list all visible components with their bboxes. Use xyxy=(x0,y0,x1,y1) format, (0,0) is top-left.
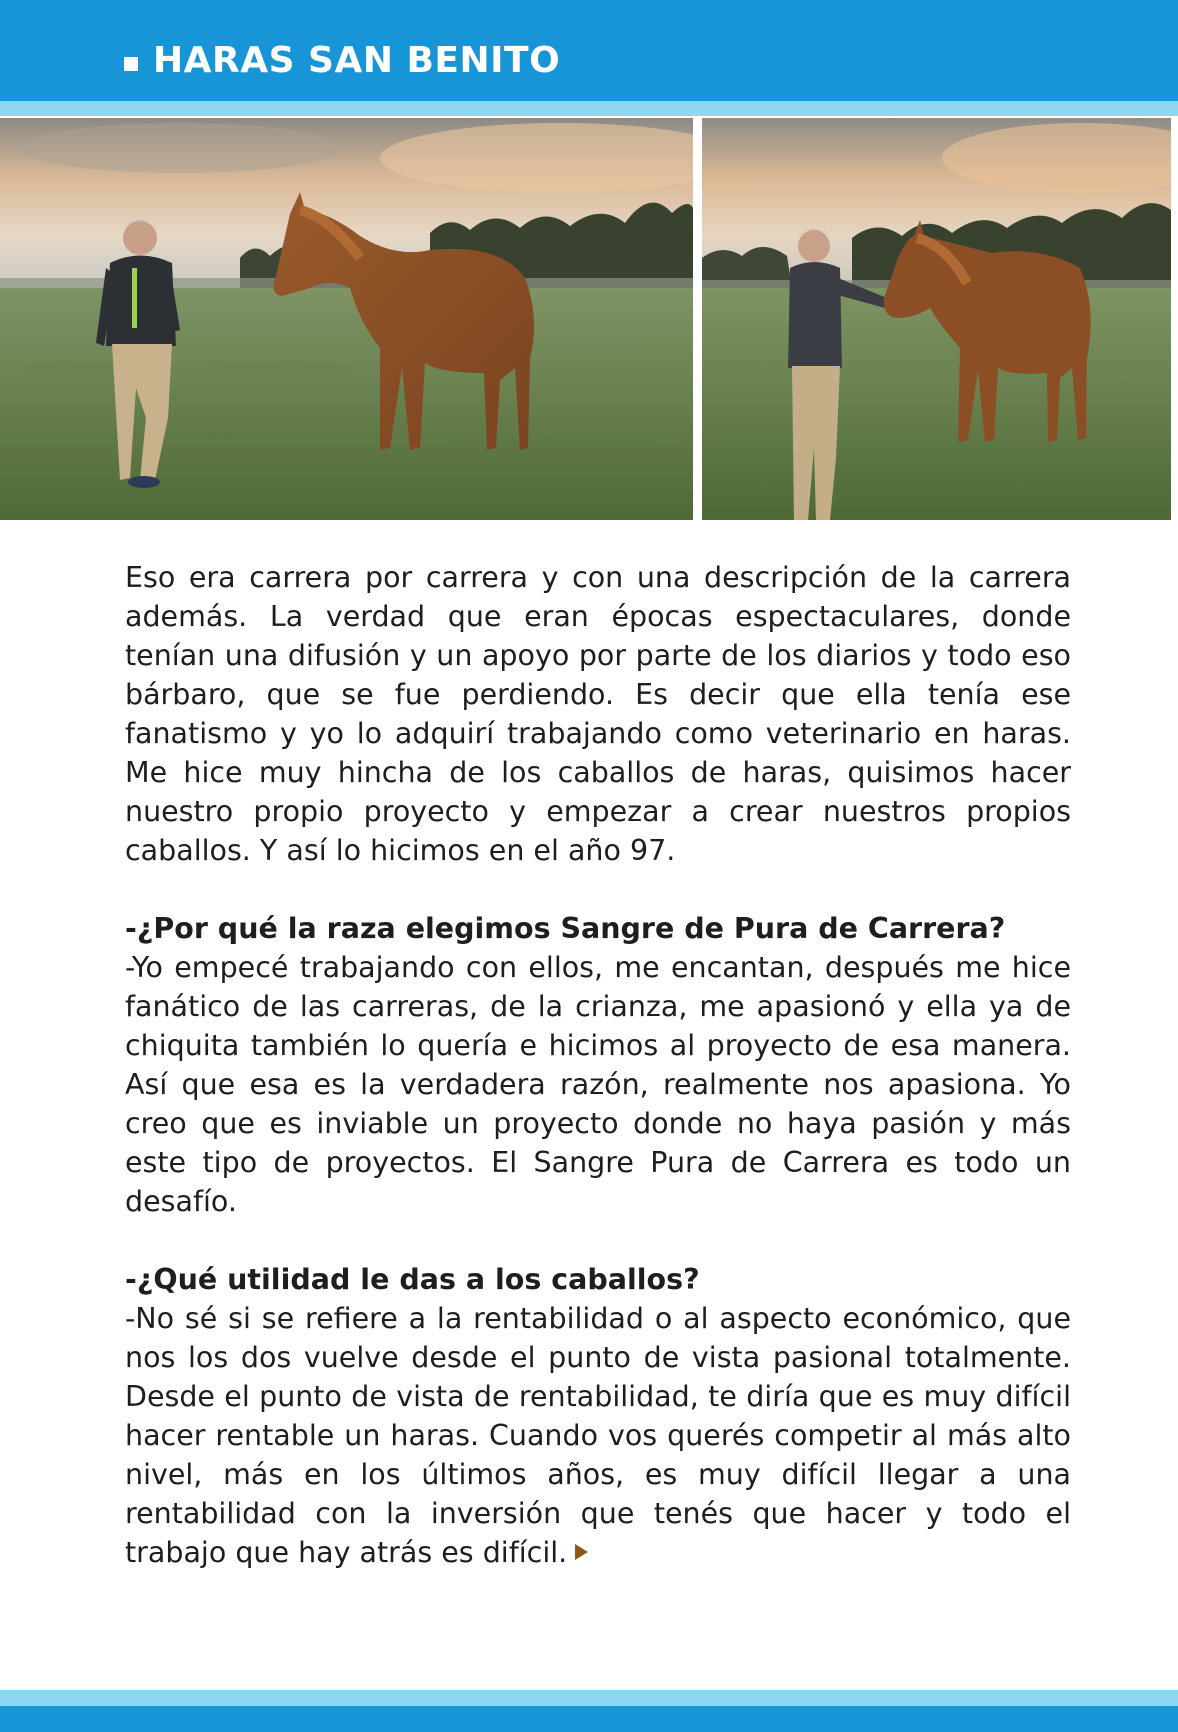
section-title: HARAS SAN BENITO xyxy=(153,40,561,81)
header-stripe xyxy=(0,101,1178,116)
answer-utility-text: -No sé si se refiere a la rentabilidad o al aspecto económico, que nos los dos vuelve desde el punto de vista pasional totalmente. Desde el punto de vista de rentabilidad, te diría que es muy difícil hacer rentable un haras. Cuando vos querés competir al más alto nivel, más en los últimos años, es muy difícil llegar a una rentabilidad con la inversión que tenés que hacer y todo el trabajo que hay atrás es difícil. xyxy=(125,1302,1071,1569)
square-bullet-icon xyxy=(124,57,138,71)
photo-man-petting-horse xyxy=(702,118,1171,520)
question-utility: -¿Qué utilidad le das a los caballos? xyxy=(125,1263,700,1296)
article-body xyxy=(125,558,1071,1572)
photo-man-approaching-horse xyxy=(0,118,693,520)
answer-breed: -Yo empecé trabajando con ellos, me encantan, después me hice fanático de las carreras, de la crianza, me apasionó y ella ya de chiquita también lo quería e hicimos al proyecto de esa manera. Así que esa es la verdadera razón, realmente nos apasiona. Yo creo que es inviable un proyecto donde no haya pasión y más este tipo de proyectos. El Sangre Pura de Carrera es todo un desafío. xyxy=(125,951,1071,1218)
continue-arrow-icon xyxy=(575,1544,588,1560)
question-breed: -¿Por qué la raza elegimos Sangre de Pura de Carrera? xyxy=(125,912,1006,945)
footer-bar xyxy=(0,1706,1178,1732)
intro-paragraph: Eso era carrera por carrera y con una descripción de la carrera además. La verdad que eran épocas espectaculares, donde tenían una difusión y un apoyo por parte de los diarios y todo eso bárbaro, que se fue perdiendo. Es decir que ella tenía ese fanatismo y yo lo adquirí trabajando como veterinario en haras. Me hice muy hincha de los caballos de haras, quisimos hacer nuestro propio proyecto y empezar a crear nuestros propios caballos. Y así lo hicimos en el año 97. xyxy=(125,561,1071,867)
answer-utility xyxy=(125,1299,1071,1572)
footer-stripe xyxy=(0,1690,1178,1706)
